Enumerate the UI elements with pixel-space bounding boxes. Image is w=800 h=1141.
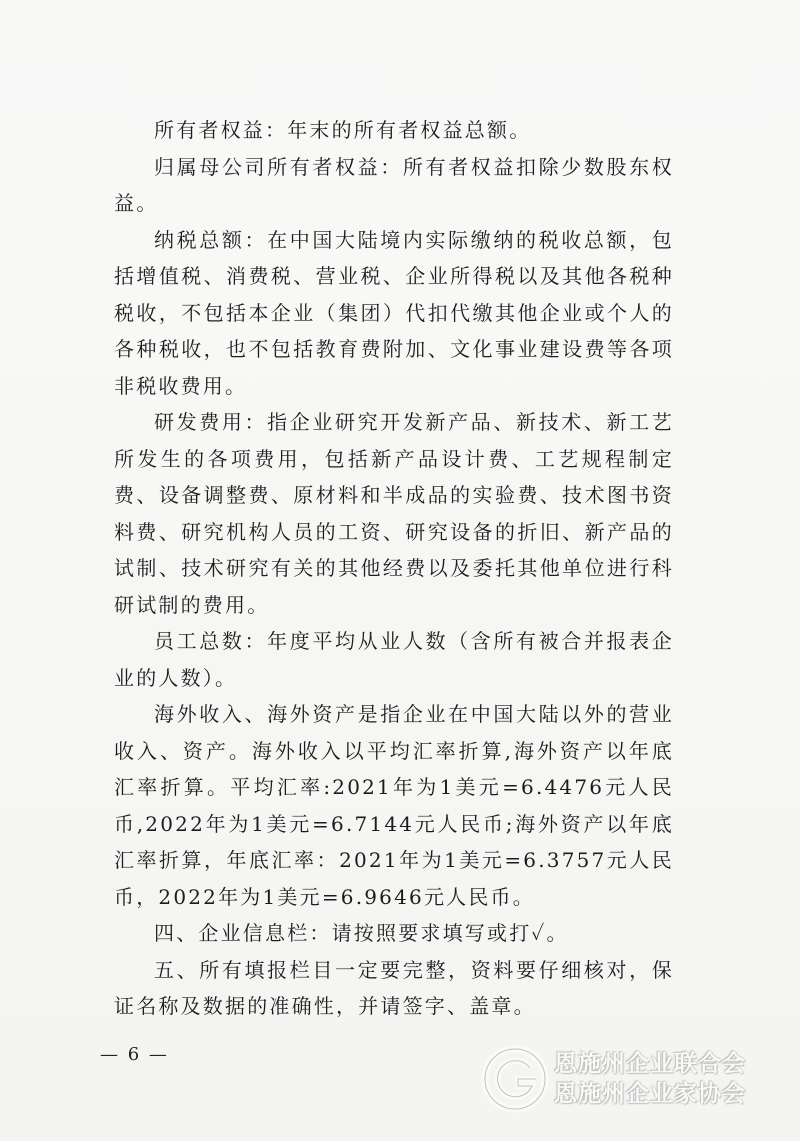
paragraph-employee-count: 员工总数：年度平均从业人数（含所有被合并报表企业的人数）。 xyxy=(114,629,674,690)
paragraph-parent-equity: 归属母公司所有者权益：所有者权益扣除少数股东权益。 xyxy=(114,154,674,215)
paragraph-owners-equity: 所有者权益：年末的所有者权益总额。 xyxy=(154,118,532,142)
paragraph-overseas: 海外收入、海外资产是指企业在中国大陆以外的营业收入、资产。海外收入以平均汇率折算,海外资产以年底汇率折算。平均汇率:2021年为1美元=6.4476元人民币,2022年为1美元=6.7144元人民币;海外资产以年底汇率折算，年底汇率：2021年为1美元=6.3757元人民币，2022年为1美元=6.9646元人民币。 xyxy=(114,702,674,909)
page-number: — 6 — xyxy=(100,1044,169,1065)
paragraph-section-four: 四、企业信息栏：请按照要求填写或打✓。 xyxy=(154,921,569,945)
paragraph-total-tax: 纳税总额：在中国大陆境内实际缴纳的税收总额，包括增值税、消费税、营业税、企业所得税以及其他各税种税收，不包括本企业（集团）代扣代缴其他企业或个人的各种税收，也不包括教育费附加、文化事业建设费等各项非税收费用。 xyxy=(114,227,674,398)
watermark-line-1: 恩施州企业联合会 xyxy=(554,1051,746,1077)
watermark xyxy=(480,1040,780,1118)
document-body xyxy=(114,112,674,1025)
paragraph-rd-expense: 研发费用：指企业研究开发新产品、新技术、新工艺所发生的各项费用，包括新产品设计费、工艺规程制定费、设备调整费、原材料和半成品的实验费、技术图书资料费、研究机构人员的工资、研究设备的折旧、新产品的试制、技术研究有关的其他经费以及委托其他单位进行科研试制的费用。 xyxy=(114,410,674,617)
association-logo-icon xyxy=(480,1044,550,1114)
watermark-line-2: 恩施州企业家协会 xyxy=(554,1081,746,1107)
paragraph-section-five: 五、所有填报栏目一定要完整，资料要仔细核对，保证名称及数据的准确性，并请签字、盖章。 xyxy=(114,957,674,1018)
